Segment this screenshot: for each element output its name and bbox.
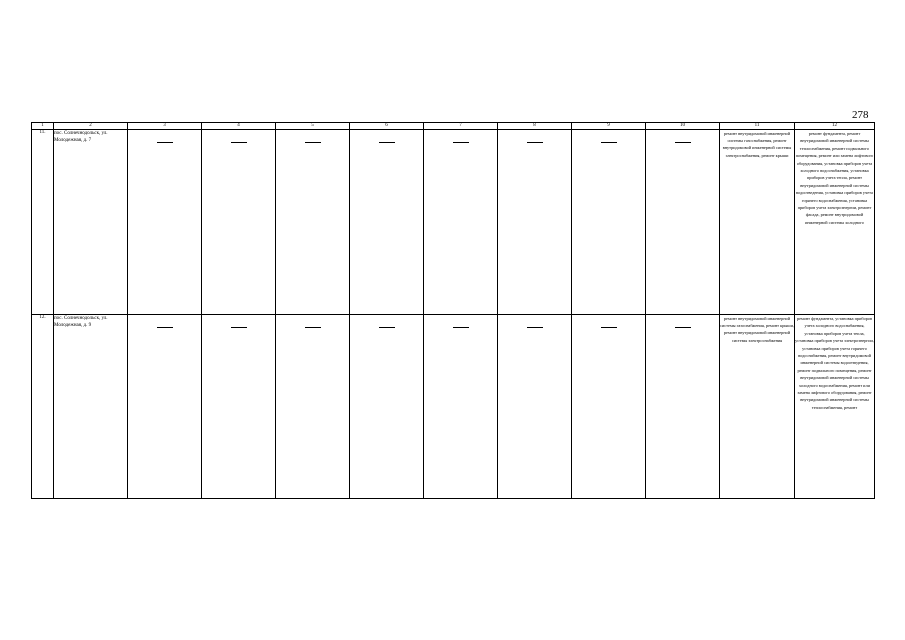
repair-works-col12-text: ремонт фундамента, ремонт внутридомовой инженерной системы теплоснабжения, ремонт подвального помещения, ремонт или замена лифтового оборудования, установка приборов учета холодного водоснабжения, установка приборов учета тепла, ремонт внутридомовой инженерной системы водоотведения, установка приборов учета горячего водоснабжения, установка приборов учета электроэнергии, ремонт фасада, ремонт внутридомовой инженерной системы холодного bbox=[795, 131, 874, 225]
table-row bbox=[32, 315, 875, 499]
row-address: пос. Солнечнодольск, ул. Молодежная, д. 7 bbox=[54, 130, 128, 315]
dash-mark bbox=[157, 142, 173, 143]
empty-cell bbox=[276, 130, 350, 315]
dash-mark bbox=[379, 142, 395, 143]
column-header: 6 bbox=[350, 123, 424, 130]
empty-cell bbox=[202, 130, 276, 315]
empty-cell bbox=[572, 315, 646, 499]
dash-mark bbox=[379, 327, 395, 328]
empty-cell bbox=[424, 315, 498, 499]
repair-works-col12-text: ремонт фундамента, установка приборов учета холодного водоснабжения, установка приборов учета тепла, установка приборов учета электроэнергии, установка приборов учета горячего водоснабжения, ремонт внутридомовой инженерной системы водоотведения, ремонт подвального помещения, ремонт внутридомовой инженерной системы холодного водоснабжения, ремонт или замена лифтового оборудования, ремонт внутридомовой инженерной системы теплоснабжения, ремонт bbox=[795, 316, 874, 410]
empty-cell bbox=[202, 315, 276, 499]
column-header: 1 bbox=[32, 123, 54, 130]
column-header: 10 bbox=[646, 123, 720, 130]
empty-cell bbox=[498, 315, 572, 499]
column-header: 2 bbox=[54, 123, 128, 130]
dash-mark bbox=[675, 327, 691, 328]
repair-works-col12 bbox=[795, 315, 875, 499]
column-header: 7 bbox=[424, 123, 498, 130]
row-address: пос. Солнечнодольск, ул. Молодежная, д. 9 bbox=[54, 315, 128, 499]
column-header: 11 bbox=[720, 123, 795, 130]
column-header: 4 bbox=[202, 123, 276, 130]
dash-mark bbox=[305, 142, 321, 143]
empty-cell bbox=[350, 315, 424, 499]
column-header: 3 bbox=[128, 123, 202, 130]
repair-works-col12 bbox=[795, 130, 875, 315]
empty-cell bbox=[572, 130, 646, 315]
column-header: 5 bbox=[276, 123, 350, 130]
empty-cell bbox=[350, 130, 424, 315]
empty-cell bbox=[646, 315, 720, 499]
empty-cell bbox=[128, 315, 202, 499]
column-header: 8 bbox=[498, 123, 572, 130]
dash-mark bbox=[231, 327, 247, 328]
row-number: 12. bbox=[32, 315, 54, 499]
column-header: 12 bbox=[795, 123, 875, 130]
dash-mark bbox=[453, 142, 469, 143]
dash-mark bbox=[527, 142, 543, 143]
empty-cell bbox=[276, 315, 350, 499]
row-number: 11. bbox=[32, 130, 54, 315]
repair-works-col11: ремонт внутридомовой инженерной системы газоснабжения, ремонт крыши, ремонт внутридомовой инженерной системы электроснабжения bbox=[720, 315, 795, 499]
column-header: 9 bbox=[572, 123, 646, 130]
empty-cell bbox=[498, 130, 572, 315]
empty-cell bbox=[128, 130, 202, 315]
dash-mark bbox=[675, 142, 691, 143]
empty-cell bbox=[646, 130, 720, 315]
dash-mark bbox=[601, 327, 617, 328]
column-number-row bbox=[32, 123, 875, 130]
capital-repair-table bbox=[31, 122, 875, 499]
page-number: 278 bbox=[852, 109, 869, 121]
table-row bbox=[32, 130, 875, 315]
dash-mark bbox=[527, 327, 543, 328]
dash-mark bbox=[231, 142, 247, 143]
dash-mark bbox=[453, 327, 469, 328]
dash-mark bbox=[601, 142, 617, 143]
empty-cell bbox=[424, 130, 498, 315]
dash-mark bbox=[305, 327, 321, 328]
dash-mark bbox=[157, 327, 173, 328]
repair-works-col11: ремонт внутридомовой инженерной системы газоснабжения, ремонт внутридомовой инженерной системы электроснабжения, ремонт крыши bbox=[720, 130, 795, 315]
